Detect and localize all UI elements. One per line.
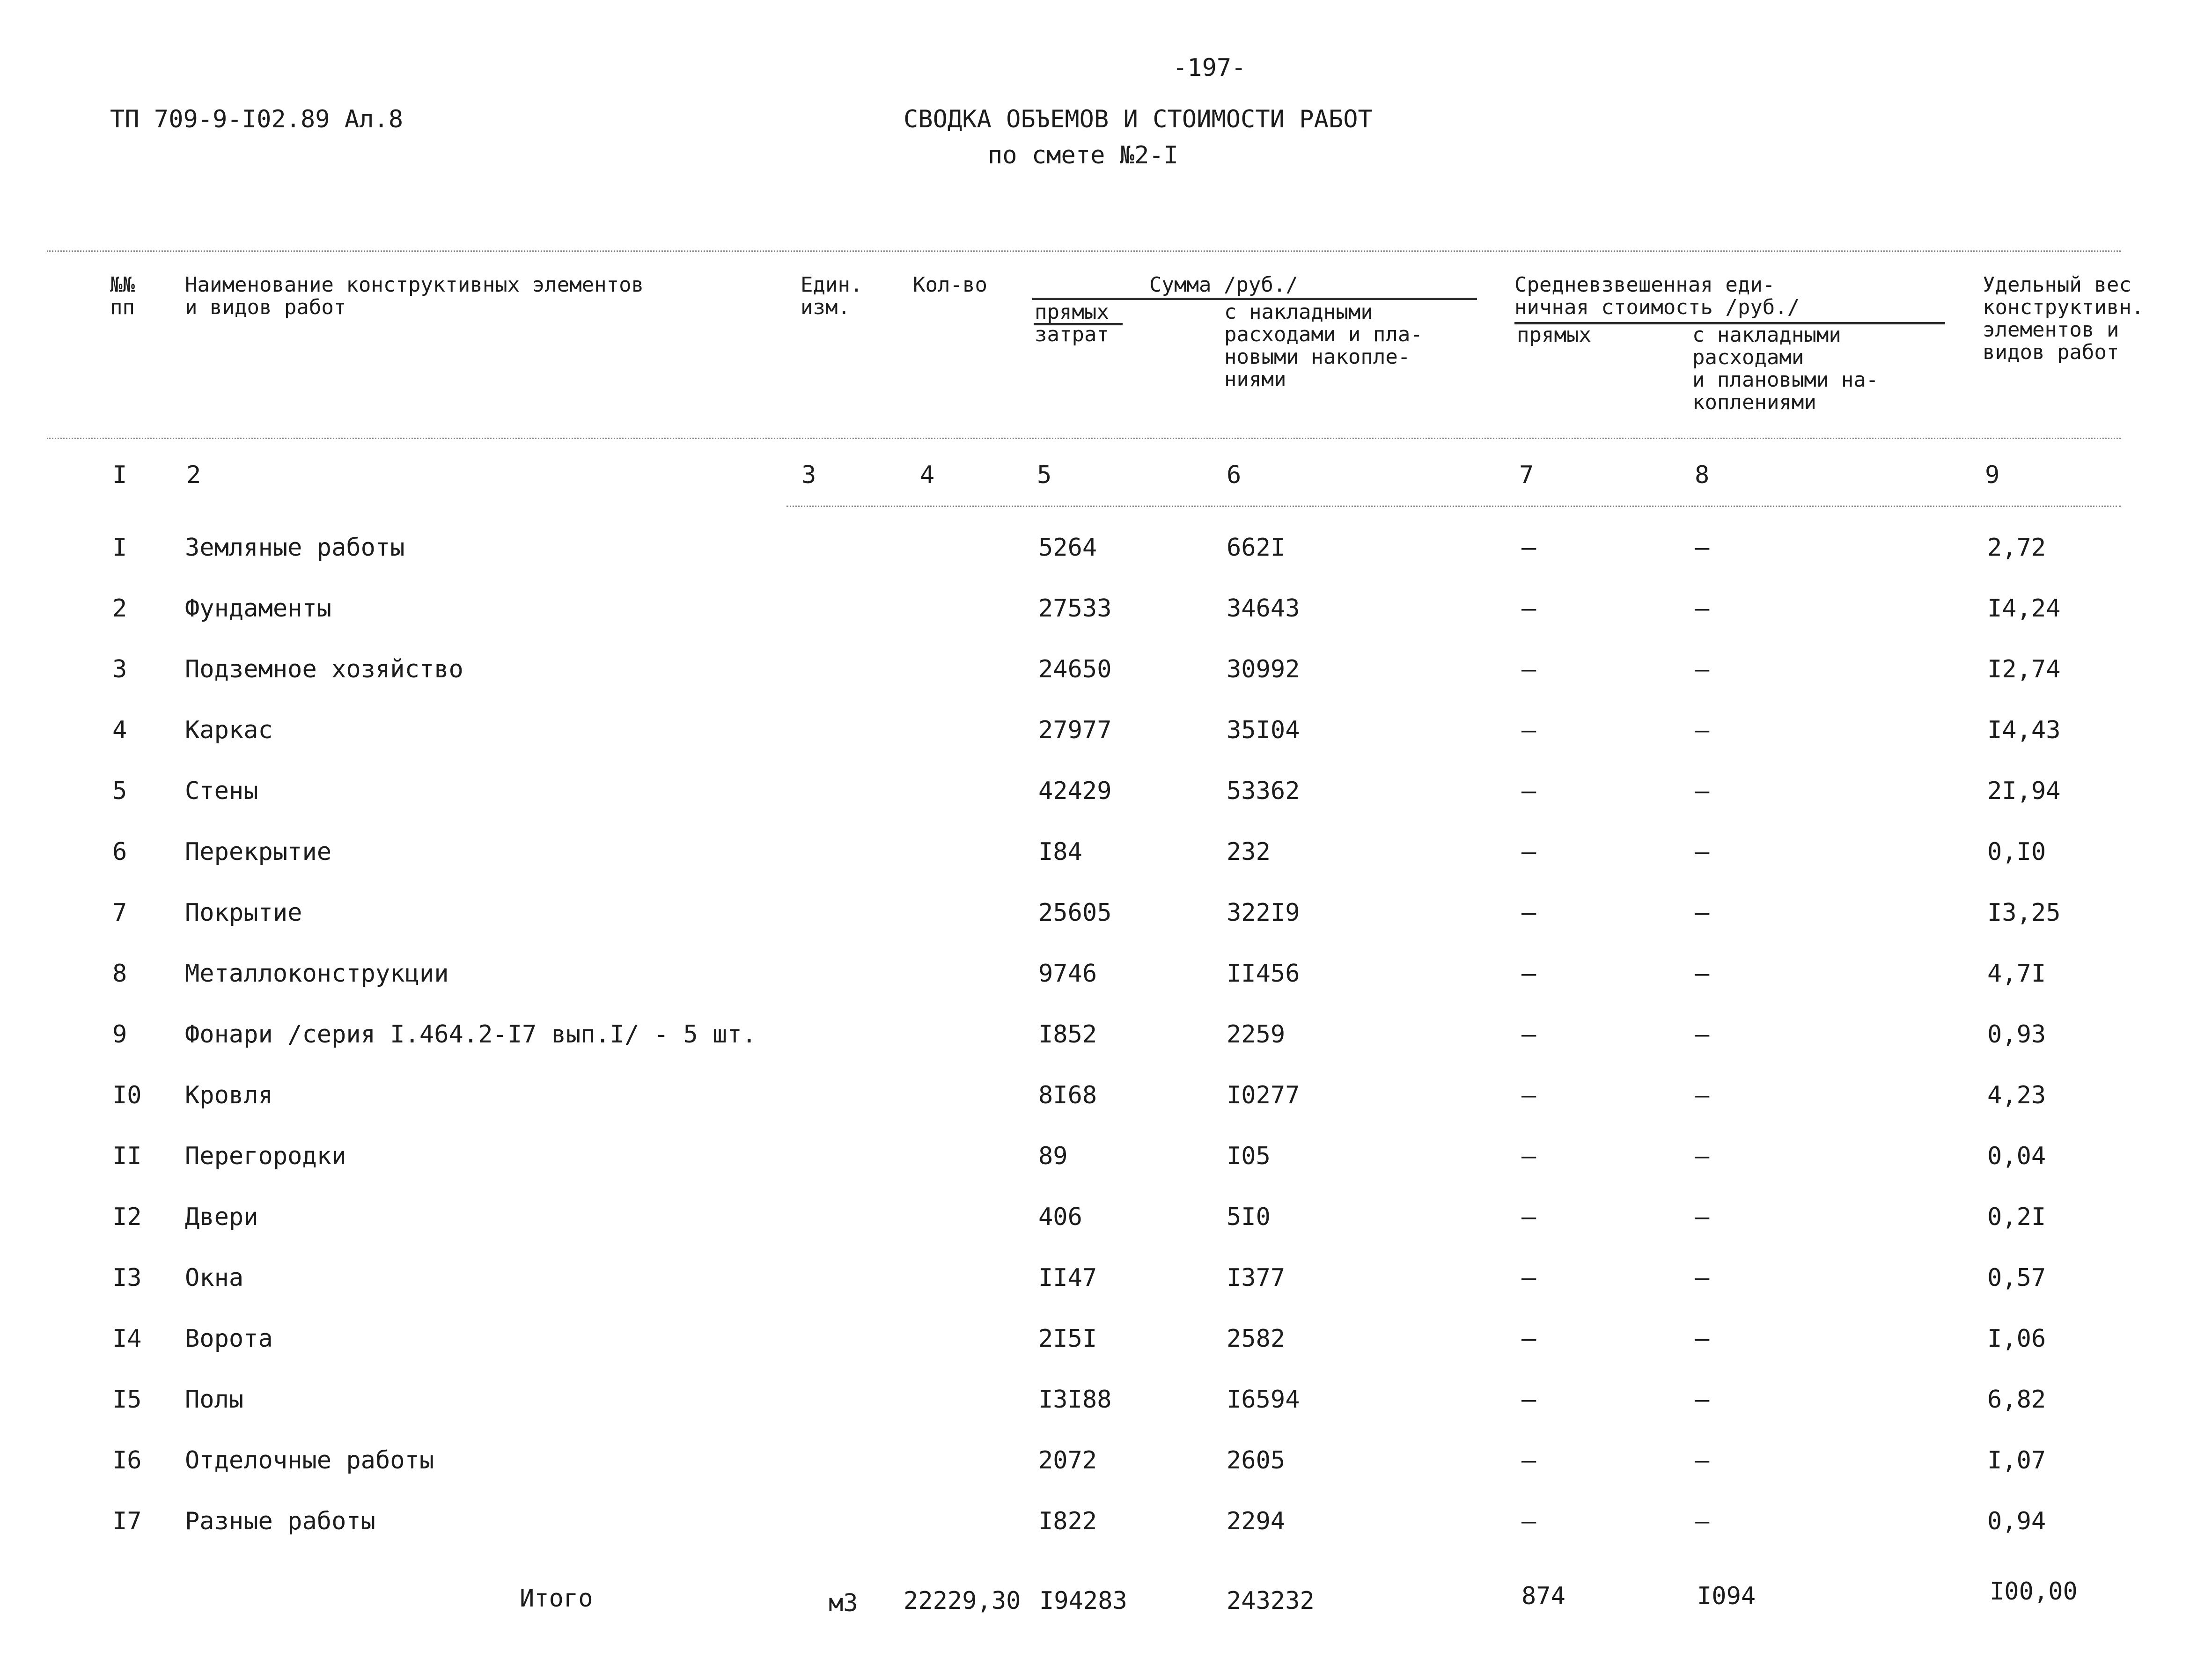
row-avg-direct: – [1521, 1446, 1536, 1475]
row-direct-cost: 25605 [1038, 899, 1112, 927]
row-direct-cost: 89 [1038, 1142, 1068, 1170]
row-direct-cost: 5264 [1038, 534, 1097, 562]
row-number: I0 [112, 1081, 142, 1109]
row-avg-direct: – [1521, 1325, 1536, 1353]
row-number: I3 [112, 1264, 142, 1292]
row-overhead-cost: 30992 [1227, 655, 1300, 683]
row-avg-overhead: – [1695, 655, 1710, 683]
row-avg-direct: – [1521, 960, 1536, 988]
header-avg-group: Средневзвешенная еди- ничная стоимость /руб./ [1514, 273, 1800, 319]
row-weight: I3,25 [1987, 899, 2061, 927]
row-avg-direct: – [1521, 1507, 1536, 1535]
col-number-rule [786, 506, 2121, 507]
row-avg-direct: – [1521, 1386, 1536, 1414]
row-name: Двери [185, 1203, 258, 1231]
col-number: 5 [1037, 461, 1052, 489]
row-avg-overhead: – [1695, 1386, 1710, 1414]
row-name: Фонари /серия I.464.2-I7 вып.I/ - 5 шт. [185, 1020, 757, 1049]
row-avg-overhead: – [1695, 1081, 1710, 1109]
row-name: Фундаменты [185, 594, 332, 623]
row-weight: 0,57 [1987, 1264, 2046, 1292]
page-number: -197- [1173, 54, 1246, 82]
col-number: 8 [1695, 461, 1710, 489]
row-avg-direct: – [1521, 716, 1536, 744]
table-top-rule [47, 250, 2121, 252]
header-avg-direct: прямых [1517, 323, 1591, 347]
row-name: Перегородки [185, 1142, 346, 1170]
row-weight: 4,23 [1987, 1081, 2046, 1109]
row-name: Полы [185, 1386, 244, 1414]
row-weight: 0,2I [1987, 1203, 2046, 1231]
row-number: 5 [112, 777, 127, 805]
row-avg-overhead: – [1695, 1264, 1710, 1292]
row-avg-overhead: – [1695, 838, 1710, 866]
row-avg-direct: – [1521, 1081, 1536, 1109]
row-avg-overhead: – [1695, 1325, 1710, 1353]
row-name: Покрытие [185, 899, 302, 927]
row-number: 2 [112, 594, 127, 623]
row-weight: 2,72 [1987, 534, 2046, 562]
header-name: Наименование конструктивных элементов и видов работ [185, 273, 644, 319]
row-avg-overhead: – [1695, 960, 1710, 988]
row-overhead-cost: I05 [1227, 1142, 1271, 1170]
row-weight: 4,7I [1987, 960, 2046, 988]
row-avg-overhead: – [1695, 1020, 1710, 1049]
row-overhead-cost: 53362 [1227, 777, 1300, 805]
row-overhead-cost: 35I04 [1227, 716, 1300, 744]
row-direct-cost: 27977 [1038, 716, 1112, 744]
row-avg-overhead: – [1695, 899, 1710, 927]
row-direct-cost: 9746 [1038, 960, 1097, 988]
row-overhead-cost: 34643 [1227, 594, 1300, 623]
row-direct-cost: 42429 [1038, 777, 1112, 805]
row-number: II [112, 1142, 142, 1170]
row-overhead-cost: I6594 [1227, 1386, 1300, 1414]
row-number: 9 [112, 1020, 127, 1049]
row-direct-cost: 2072 [1038, 1446, 1097, 1475]
row-avg-overhead: – [1695, 594, 1710, 623]
row-direct-cost: 2I5I [1038, 1325, 1097, 1353]
row-number: I5 [112, 1386, 142, 1414]
row-direct-cost: I852 [1038, 1020, 1097, 1049]
row-direct-cost: I3I88 [1038, 1386, 1112, 1414]
row-avg-overhead: – [1695, 1142, 1710, 1170]
row-name: Отделочные работы [185, 1446, 434, 1475]
row-avg-overhead: – [1695, 1446, 1710, 1475]
col-number: 4 [920, 461, 935, 489]
row-overhead-cost: I377 [1227, 1264, 1286, 1292]
row-overhead-cost: I0277 [1227, 1081, 1300, 1109]
row-name: Ворота [185, 1325, 273, 1353]
row-weight: 2I,94 [1987, 777, 2061, 805]
row-avg-direct: – [1521, 1142, 1536, 1170]
header-sum-overhead: с накладными расходами и пла- новыми накопле- ниями [1224, 300, 1423, 391]
row-weight: 0,94 [1987, 1507, 2046, 1535]
row-avg-direct: – [1521, 1020, 1536, 1049]
row-avg-overhead: – [1695, 1507, 1710, 1535]
header-unit: Един. изм. [801, 273, 863, 319]
row-direct-cost: 8I68 [1038, 1081, 1097, 1109]
row-overhead-cost: 2582 [1227, 1325, 1286, 1353]
row-weight: 6,82 [1987, 1386, 2046, 1414]
row-avg-direct: – [1521, 1264, 1536, 1292]
header-sum-direct: прямых затрат [1035, 300, 1109, 346]
row-weight: I,06 [1987, 1325, 2046, 1353]
row-name: Разные работы [185, 1507, 375, 1535]
row-direct-cost: I822 [1038, 1507, 1097, 1535]
row-weight: 0,04 [1987, 1142, 2046, 1170]
row-name: Подземное хозяйство [185, 655, 463, 683]
row-weight: I4,43 [1987, 716, 2061, 744]
row-avg-overhead: – [1695, 1203, 1710, 1231]
row-number: 7 [112, 899, 127, 927]
header-sum-group: Сумма /руб./ [1149, 273, 1298, 297]
row-number: 4 [112, 716, 127, 744]
row-overhead-cost: 5I0 [1227, 1203, 1271, 1231]
row-number: I6 [112, 1446, 142, 1475]
row-overhead-cost: 2259 [1227, 1020, 1286, 1049]
row-number: I2 [112, 1203, 142, 1231]
row-avg-overhead: – [1695, 716, 1710, 744]
total-unit: м3 [829, 1589, 858, 1617]
row-avg-overhead: – [1695, 534, 1710, 562]
row-direct-cost: 27533 [1038, 594, 1112, 623]
row-name: Кровля [185, 1081, 273, 1109]
row-avg-direct: – [1521, 534, 1536, 562]
row-overhead-cost: 322I9 [1227, 899, 1300, 927]
row-avg-overhead: – [1695, 777, 1710, 805]
header-num: №№ пп [110, 273, 135, 319]
row-direct-cost: 24650 [1038, 655, 1112, 683]
row-name: Стены [185, 777, 258, 805]
col-number: I [112, 461, 127, 489]
total-avg-direct: 874 [1521, 1582, 1565, 1610]
total-weight: I00,00 [1990, 1577, 2078, 1606]
document-code: ТП 709-9-I02.89 Ал.8 [110, 105, 404, 133]
row-weight: 0,93 [1987, 1020, 2046, 1049]
total-qty: 22229,30 [904, 1587, 1021, 1615]
header-bottom-rule [47, 438, 2121, 439]
page-title: СВОДКА ОБЪЕМОВ И СТОИМОСТИ РАБОТ [904, 105, 1373, 133]
col-number: 7 [1519, 461, 1534, 489]
row-weight: I,07 [1987, 1446, 2046, 1475]
col-number: 6 [1227, 461, 1242, 489]
sum-direct-underline [1034, 323, 1123, 325]
row-name: Металлоконструкции [185, 960, 449, 988]
row-name: Каркас [185, 716, 273, 744]
row-direct-cost: I84 [1038, 838, 1082, 866]
row-direct-cost: II47 [1038, 1264, 1097, 1292]
total-label: Итого [520, 1585, 593, 1613]
row-weight: I2,74 [1987, 655, 2061, 683]
row-overhead-cost: 662I [1227, 534, 1286, 562]
col-number: 3 [801, 461, 816, 489]
row-avg-direct: – [1521, 594, 1536, 623]
row-direct-cost: 406 [1038, 1203, 1082, 1231]
header-avg-overhead: с накладными расходами и плановыми на- коплениями [1692, 323, 1879, 414]
col-number: 9 [1985, 461, 2000, 489]
row-avg-direct: – [1521, 1203, 1536, 1231]
row-number: I7 [112, 1507, 142, 1535]
page-subtitle: по смете №2-I [988, 141, 1178, 169]
total-avg-overhead: I094 [1697, 1582, 1756, 1610]
row-weight: 0,I0 [1987, 838, 2046, 866]
total-overhead: 243232 [1227, 1587, 1315, 1615]
row-avg-direct: – [1521, 655, 1536, 683]
row-overhead-cost: II456 [1227, 960, 1300, 988]
row-weight: I4,24 [1987, 594, 2061, 623]
row-overhead-cost: 2605 [1227, 1446, 1286, 1475]
row-avg-direct: – [1521, 777, 1536, 805]
row-number: 8 [112, 960, 127, 988]
row-avg-direct: – [1521, 838, 1536, 866]
row-overhead-cost: 232 [1227, 838, 1271, 866]
row-number: I4 [112, 1325, 142, 1353]
total-direct: I94283 [1039, 1587, 1127, 1615]
row-number: I [112, 534, 127, 562]
row-name: Земляные работы [185, 534, 405, 562]
row-name: Окна [185, 1264, 244, 1292]
col-number: 2 [186, 461, 201, 489]
row-avg-direct: – [1521, 899, 1536, 927]
row-overhead-cost: 2294 [1227, 1507, 1286, 1535]
header-weight: Удельный вес конструктивн. элементов и видов работ [1983, 273, 2144, 364]
row-number: 3 [112, 655, 127, 683]
header-qty: Кол-во [913, 273, 987, 297]
row-name: Перекрытие [185, 838, 332, 866]
row-number: 6 [112, 838, 127, 866]
